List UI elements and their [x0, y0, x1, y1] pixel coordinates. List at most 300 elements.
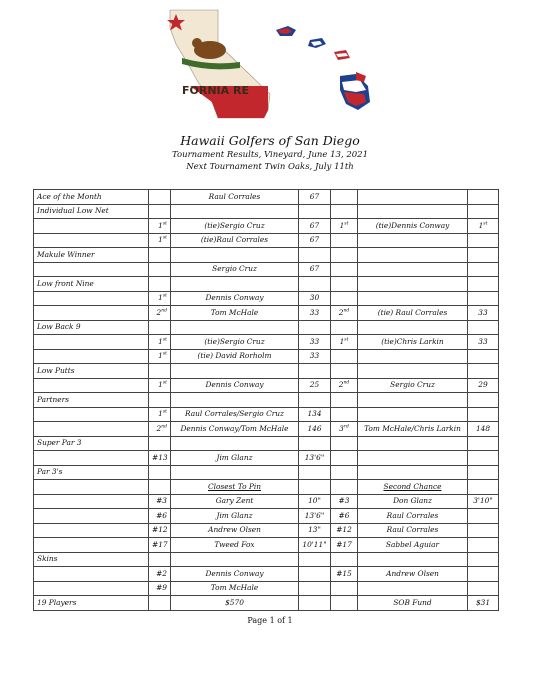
cell-text: 1 [158, 380, 163, 390]
cell-col7 [468, 523, 499, 538]
empty-cell [358, 204, 468, 219]
ordinal-suffix: st [162, 235, 167, 241]
section-row [34, 277, 499, 292]
results-table [33, 189, 499, 611]
cell-col7 [468, 407, 499, 422]
cell-col4 [299, 596, 331, 611]
section-row [34, 465, 499, 480]
cell-col3 [171, 349, 299, 364]
cell-col1 [34, 596, 149, 611]
cell-col4 [299, 567, 331, 582]
cell-col3 [171, 291, 299, 306]
cell-text: 29 [478, 380, 488, 390]
cell-col1 [34, 219, 149, 234]
cell-text: Tom McHale/Chris Larkin [364, 423, 461, 433]
cell-text: 13" [308, 525, 321, 535]
cell-col3 [171, 451, 299, 466]
cell-col4 [299, 422, 331, 437]
empty-cell [358, 393, 468, 408]
cell-col5 [331, 306, 358, 321]
cell-text: #15 [336, 568, 352, 578]
cell-text: #9 [156, 583, 167, 593]
empty-cell [299, 320, 331, 335]
cell-col6 [358, 349, 468, 364]
cell-text: #13 [152, 452, 168, 462]
cell-col4 [299, 407, 331, 422]
cell-col3 [171, 538, 299, 553]
cell-col2 [149, 480, 171, 495]
cell-col5 [331, 567, 358, 582]
cell-text: Sergio Cruz [390, 380, 435, 390]
cell-col7 [468, 538, 499, 553]
section-row [34, 320, 499, 335]
cell-col6 [358, 538, 468, 553]
cell-col5 [331, 335, 358, 350]
cell-col1 [34, 335, 149, 350]
document-header [0, 133, 540, 173]
empty-cell [468, 436, 499, 451]
ordinal-suffix: st [162, 293, 167, 299]
ordinal-suffix: nd [343, 380, 350, 386]
cell-col3 [171, 262, 299, 277]
ordinal-suffix: nd [161, 308, 167, 314]
cell-col7 [468, 291, 499, 306]
cell-col5 [331, 581, 358, 596]
cell-col3 [171, 306, 299, 321]
table-row [34, 335, 499, 350]
cell-col3 [171, 523, 299, 538]
california-hawaii-flag-logo [160, 6, 380, 124]
empty-cell [299, 277, 331, 292]
cell-text: #17 [336, 539, 352, 549]
cell-col7 [468, 596, 499, 611]
cell-col3 [171, 233, 299, 248]
cell-text: 1 [158, 409, 163, 419]
section-row [34, 552, 499, 567]
empty-cell [331, 552, 358, 567]
cell-col4 [299, 538, 331, 553]
ordinal-suffix: st [483, 221, 488, 227]
cell-col6 [358, 509, 468, 524]
empty-cell [171, 552, 299, 567]
cell-col6 [358, 219, 468, 234]
cell-col7 [468, 378, 499, 393]
cell-text: Tom McHale [210, 307, 259, 317]
cell-col6 [358, 335, 468, 350]
cell-col7 [468, 335, 499, 350]
cell-col6 [358, 407, 468, 422]
results-table-body [34, 190, 499, 611]
section-row [34, 436, 499, 451]
cell-text: 1 [339, 336, 345, 346]
cell-col5 [331, 407, 358, 422]
cell-col3 [171, 596, 299, 611]
empty-cell [149, 465, 171, 480]
empty-cell [299, 393, 331, 408]
empty-cell [149, 364, 171, 379]
cell-text: 1 [158, 293, 163, 303]
empty-cell [358, 552, 468, 567]
cell-text: 1 [158, 351, 163, 361]
cell-text: Dennis Conway/Tom McHale [180, 423, 289, 433]
cell-col2 [149, 538, 171, 553]
cell-col5 [331, 291, 358, 306]
cell-col1 [34, 494, 149, 509]
cell-col5 [331, 233, 358, 248]
cell-text: 134 [307, 409, 322, 419]
cell-col3 [171, 509, 299, 524]
cell-text: Dennis Conway [205, 293, 264, 303]
table-row [34, 190, 499, 205]
cell-col2 [149, 335, 171, 350]
empty-cell [331, 248, 358, 263]
section-row [34, 248, 499, 263]
cell-text: #12 [336, 525, 352, 535]
cell-col5 [331, 480, 358, 495]
section-label: Low Putts [34, 364, 149, 379]
empty-cell [171, 436, 299, 451]
cell-text: Don Glanz [393, 496, 432, 506]
ordinal-suffix: st [162, 409, 167, 415]
cell-text: 3 [339, 423, 344, 433]
cell-col1 [34, 306, 149, 321]
cell-col6 [358, 567, 468, 582]
cell-col5 [331, 509, 358, 524]
cell-text: 148 [475, 423, 491, 433]
section-label: Makule Winner [34, 248, 149, 263]
cell-col6 [358, 306, 468, 321]
cell-text: 30 [309, 293, 320, 303]
empty-cell [331, 364, 358, 379]
table-row [34, 538, 499, 553]
cell-col2 [149, 494, 171, 509]
tournament-results-line: Tournament Results, Vineyard, June 13, 2021 [172, 150, 368, 160]
cell-col3 [171, 581, 299, 596]
cell-text: 146 [307, 423, 322, 433]
cell-col1 [34, 291, 149, 306]
empty-cell [171, 393, 299, 408]
cell-col4 [299, 494, 331, 509]
cell-text: 2 [338, 307, 344, 317]
empty-cell [331, 320, 358, 335]
cell-col7 [468, 349, 499, 364]
cell-col7 [468, 480, 499, 495]
cell-col4 [299, 378, 331, 393]
cell-col1 [34, 349, 149, 364]
table-row [34, 219, 499, 234]
cell-col5 [331, 494, 358, 509]
section-row [34, 364, 499, 379]
cell-col6 [358, 422, 468, 437]
cell-col4 [299, 219, 331, 234]
cell-col5 [331, 262, 358, 277]
table-row [34, 509, 499, 524]
empty-cell [358, 364, 468, 379]
cell-text: (tie)Sergio Cruz [204, 220, 265, 230]
page-number: Page 1 of 1 [247, 616, 293, 625]
cell-text: 13'6" [304, 452, 325, 462]
cell-text: #17 [152, 539, 168, 549]
cell-text: 25 [309, 380, 320, 390]
table-row [34, 378, 499, 393]
cell-col2 [149, 407, 171, 422]
cell-col2 [149, 291, 171, 306]
empty-cell [149, 204, 171, 219]
cell-col7 [468, 494, 499, 509]
cell-text: Sabbel Aguiar [385, 539, 440, 549]
table-row [34, 451, 499, 466]
empty-cell [149, 393, 171, 408]
cell-col1 [34, 538, 149, 553]
cell-text: Second Chance [383, 481, 442, 491]
cell-text: 33 [309, 336, 320, 346]
empty-cell [468, 320, 499, 335]
empty-cell [299, 552, 331, 567]
cell-col1 [34, 422, 149, 437]
empty-cell [299, 364, 331, 379]
cell-col5 [331, 422, 358, 437]
cell-col3 [171, 190, 299, 205]
cell-text: 2 [156, 307, 162, 317]
cell-col2 [149, 190, 171, 205]
ordinal-suffix: st [162, 337, 167, 343]
cell-col7 [468, 567, 499, 582]
cell-text: Raul Corrales/Sergio Cruz [185, 409, 284, 419]
empty-cell [468, 465, 499, 480]
empty-cell [468, 364, 499, 379]
cell-col4 [299, 291, 331, 306]
cell-text: #2 [156, 568, 167, 578]
cell-col7 [468, 190, 499, 205]
logo-text: FORNIA RE [182, 84, 249, 97]
cell-col1 [34, 567, 149, 582]
cell-text: #6 [338, 510, 350, 520]
cell-text: 33 [309, 351, 320, 361]
empty-cell [358, 248, 468, 263]
cell-col4 [299, 581, 331, 596]
cell-col2 [149, 349, 171, 364]
cell-text: 1 [339, 220, 345, 230]
empty-cell [171, 364, 299, 379]
cell-text: #3 [156, 496, 167, 506]
cell-col3 [171, 422, 299, 437]
empty-cell [358, 436, 468, 451]
cell-text: $570 [225, 597, 244, 607]
cell-text: (tie) David Rorholm [197, 351, 272, 361]
table-row [34, 567, 499, 582]
cell-col2 [149, 509, 171, 524]
cell-text: (tie)Raul Corrales [200, 235, 269, 245]
table-row [34, 494, 499, 509]
cell-col7 [468, 306, 499, 321]
cell-col1 [34, 451, 149, 466]
cell-text: 1 [158, 235, 163, 245]
cell-col2 [149, 378, 171, 393]
cell-text: Andrew Olsen [386, 568, 439, 578]
cell-col2 [149, 523, 171, 538]
empty-cell [171, 465, 299, 480]
cell-text: 2 [338, 380, 344, 390]
cell-col4 [299, 509, 331, 524]
cell-text: 1 [478, 220, 484, 230]
cell-col6 [358, 480, 468, 495]
cell-col2 [149, 451, 171, 466]
cell-col5 [331, 219, 358, 234]
ordinal-suffix: rd [343, 424, 349, 430]
cell-text: 33 [309, 307, 320, 317]
cell-col5 [331, 596, 358, 611]
cell-text: #12 [152, 525, 168, 535]
hawaii-flag-islands [276, 26, 370, 110]
empty-cell [468, 393, 499, 408]
ordinal-suffix: st [162, 351, 167, 357]
section-row [34, 393, 499, 408]
cell-col3 [171, 335, 299, 350]
cell-col7 [468, 581, 499, 596]
cell-col7 [468, 509, 499, 524]
cell-text: (tie)Dennis Conway [375, 220, 450, 230]
empty-cell [171, 320, 299, 335]
cell-text: 3'10" [473, 496, 493, 506]
cell-text: Raul Corrales [386, 525, 439, 535]
cell-col3 [171, 378, 299, 393]
cell-text: 1 [158, 336, 163, 346]
cell-col6 [358, 494, 468, 509]
table-row [34, 306, 499, 321]
cell-col2 [149, 422, 171, 437]
cell-col3 [171, 494, 299, 509]
empty-cell [171, 248, 299, 263]
cell-col2 [149, 262, 171, 277]
cell-col1 [34, 190, 149, 205]
cell-text: SOB Fund [393, 597, 432, 607]
cell-text: 67 [309, 191, 320, 201]
table-row [34, 422, 499, 437]
cell-col3 [171, 567, 299, 582]
cell-col6 [358, 451, 468, 466]
cell-text: (tie)Sergio Cruz [204, 336, 265, 346]
cell-text: Dennis Conway [205, 568, 264, 578]
cell-text: 67 [309, 220, 320, 230]
cell-text: $31 [475, 597, 491, 607]
ordinal-suffix: nd [161, 424, 167, 430]
document-title: Hawaii Golfers of San Diego [180, 133, 360, 148]
section-label: Low Back 9 [34, 320, 149, 335]
cell-text: 10" [308, 496, 321, 506]
cell-col4 [299, 523, 331, 538]
cell-col7 [468, 451, 499, 466]
cell-col7 [468, 219, 499, 234]
cell-col4 [299, 190, 331, 205]
cell-col1 [34, 581, 149, 596]
table-row [34, 349, 499, 364]
cell-col6 [358, 190, 468, 205]
empty-cell [331, 465, 358, 480]
empty-cell [331, 436, 358, 451]
cell-col6 [358, 291, 468, 306]
empty-cell [299, 436, 331, 451]
section-row [34, 204, 499, 219]
section-label: Skins [34, 552, 149, 567]
cell-col1 [34, 378, 149, 393]
cell-col6 [358, 581, 468, 596]
cell-text: 10'11" [302, 539, 327, 549]
cell-col6 [358, 262, 468, 277]
next-tournament-line: Next Tournament Twin Oaks, July 11th [186, 162, 354, 172]
cell-col2 [149, 581, 171, 596]
empty-cell [468, 552, 499, 567]
cell-text: 2 [156, 423, 162, 433]
cell-text: 33 [478, 307, 488, 317]
cell-col7 [468, 233, 499, 248]
cell-text: Andrew Olsen [208, 525, 261, 535]
table-row [34, 233, 499, 248]
empty-cell [149, 552, 171, 567]
ordinal-suffix: nd [343, 308, 350, 314]
empty-cell [358, 277, 468, 292]
section-label: Low front Nine [34, 277, 149, 292]
cell-text: Ace of the Month [37, 191, 102, 201]
cell-text: 33 [478, 336, 488, 346]
cell-col4 [299, 451, 331, 466]
cell-col2 [149, 567, 171, 582]
cell-text: Dennis Conway [205, 380, 264, 390]
empty-cell [299, 248, 331, 263]
cell-text: Sergio Cruz [212, 264, 257, 274]
cell-col5 [331, 451, 358, 466]
cell-col5 [331, 190, 358, 205]
cell-text: Tom McHale [210, 583, 259, 593]
cell-col6 [358, 378, 468, 393]
empty-cell [171, 204, 299, 219]
cell-col2 [149, 219, 171, 234]
cell-col5 [331, 538, 358, 553]
cell-text: 19 Players [37, 597, 77, 607]
cell-col4 [299, 335, 331, 350]
section-label: Par 3's [34, 465, 149, 480]
cell-col6 [358, 233, 468, 248]
section-label: Individual Low Net [34, 204, 149, 219]
cell-text: Gary Zent [215, 496, 254, 506]
cell-text: (tie)Chris Larkin [381, 336, 444, 346]
cell-text: #3 [338, 496, 350, 506]
cell-col5 [331, 378, 358, 393]
cell-col4 [299, 306, 331, 321]
empty-cell [149, 277, 171, 292]
empty-cell [149, 436, 171, 451]
empty-cell [331, 393, 358, 408]
cell-text: 67 [309, 235, 320, 245]
cell-col4 [299, 480, 331, 495]
cell-col3 [171, 407, 299, 422]
cell-col4 [299, 349, 331, 364]
table-row [34, 480, 499, 495]
cell-col6 [358, 523, 468, 538]
empty-cell [299, 204, 331, 219]
table-row [34, 407, 499, 422]
table-row [34, 291, 499, 306]
cell-col4 [299, 262, 331, 277]
cell-text: 67 [309, 264, 320, 274]
empty-cell [331, 277, 358, 292]
cell-col1 [34, 523, 149, 538]
cell-col2 [149, 233, 171, 248]
empty-cell [149, 320, 171, 335]
cell-text: Raul Corrales [208, 191, 261, 201]
cell-text: 1 [158, 220, 163, 230]
cell-col1 [34, 262, 149, 277]
cell-text: #6 [156, 510, 167, 520]
